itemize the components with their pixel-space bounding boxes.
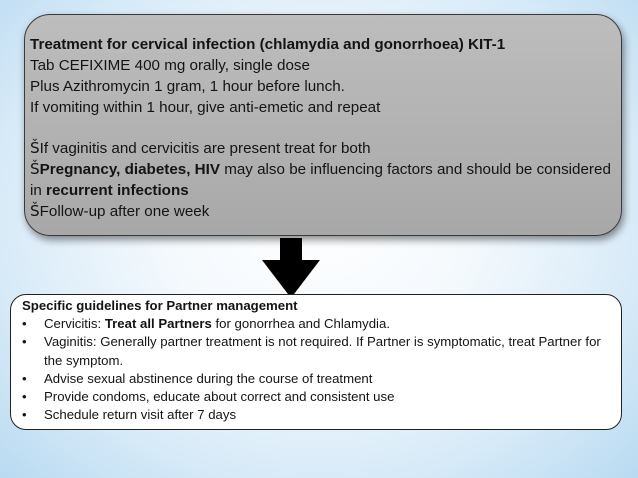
list-item: • Vaginitis: Generally partner treatment is not required. If Partner is symptomatic, treat Partner for the symptom. (22, 334, 601, 368)
bullet-glyph: Š (30, 160, 40, 178)
list-item: • Advise sexual abstinence during the course of treatment (22, 370, 618, 388)
partner-management-text (22, 297, 618, 424)
treatment-bullet-2: ŠPregnancy, diabetes, HIV may also be influencing factors and should be considered in recurrent infections (30, 160, 611, 199)
partner-management-list (22, 315, 618, 424)
treatment-line-3: If vomiting within 1 hour, give anti-emetic and repeat (30, 99, 381, 116)
list-item: • Cervicitis: Treat all Partners for gonorrhea and Chlamydia. (22, 315, 618, 333)
bullet-dot: • (22, 334, 27, 350)
down-arrow-icon (262, 238, 320, 298)
bullet-dot: • (22, 407, 27, 423)
bullet-dot: • (22, 370, 27, 386)
list-item: • Provide condoms, educate about correct and consistent use (22, 388, 618, 406)
partner-management-heading: Specific guidelines for Partner management (22, 298, 298, 313)
bullet-glyph: Š (30, 139, 40, 157)
treatment-bullet-1: ŠIf vaginitis and cervicitis are present treat for both (30, 139, 371, 157)
bullet-dot: • (22, 316, 27, 332)
list-item: • Schedule return visit after 7 days (22, 406, 618, 424)
bullet-glyph: Š (30, 202, 40, 220)
treatment-text (30, 34, 620, 222)
bullet-dot: • (22, 389, 27, 405)
treatment-title: Treatment for cervical infection (chlamydia and gonorrhoea) KIT-1 (30, 36, 506, 53)
treatment-line-2: Plus Azithromycin 1 gram, 1 hour before lunch. (30, 78, 345, 95)
treatment-line-1: Tab CEFIXIME 400 mg orally, single dose (30, 57, 310, 74)
treatment-bullet-3: ŠFollow-up after one week (30, 202, 210, 220)
